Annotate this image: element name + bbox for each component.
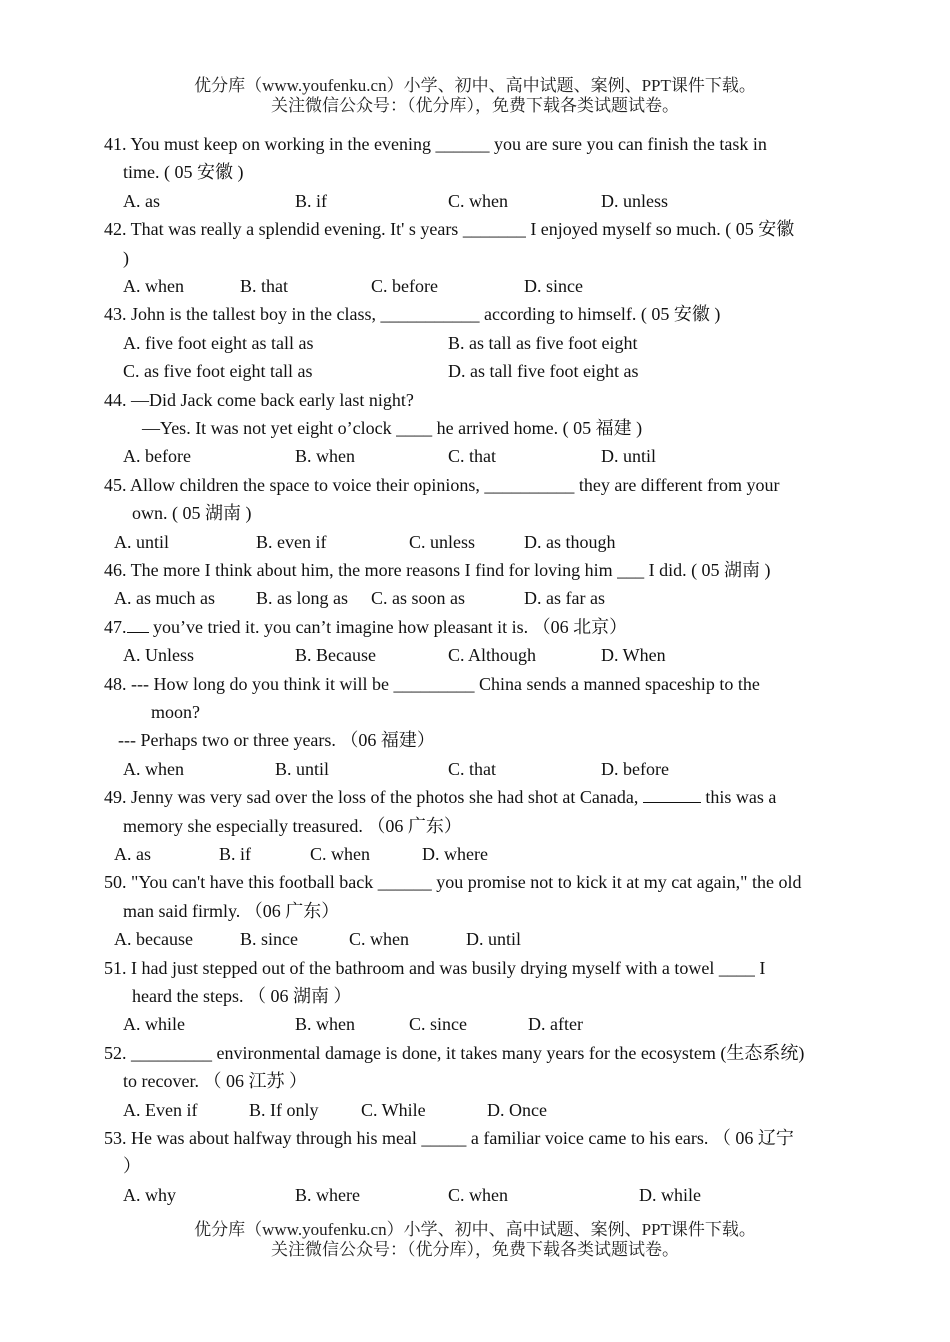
option-b[interactable]: B. where bbox=[295, 1184, 360, 1205]
question-text-end: this was a bbox=[700, 787, 777, 808]
option-a[interactable]: A. until bbox=[114, 531, 170, 552]
option-d[interactable]: D. since bbox=[524, 276, 583, 297]
question-52 bbox=[104, 1039, 846, 1124]
footer-line-1: 优分库（www.youfenku.cn）小学、初中、高中试题、案例、PPT课件下载。 bbox=[194, 1220, 756, 1239]
option-a[interactable]: A. as bbox=[114, 844, 151, 865]
option-a[interactable]: A. before bbox=[123, 446, 191, 467]
question-stem-cont: ) bbox=[123, 247, 129, 268]
page-header bbox=[0, 76, 950, 116]
option-c[interactable]: C. when bbox=[310, 844, 370, 865]
option-b[interactable]: B. until bbox=[275, 758, 330, 779]
option-b[interactable]: B. if bbox=[295, 190, 328, 211]
options-row bbox=[104, 1010, 846, 1038]
question-51 bbox=[104, 954, 846, 1039]
page-footer bbox=[0, 1220, 950, 1260]
question-stem-cont: moon? bbox=[151, 702, 200, 722]
question-stem-cont: heard the steps. （ 06 湖南 ） bbox=[132, 986, 352, 1007]
question-45 bbox=[104, 471, 846, 556]
option-b[interactable]: B. that bbox=[240, 276, 288, 297]
question-stem: 50. "You can't have this football back ______ you promise not to kick it at my cat again," the old bbox=[104, 872, 802, 893]
question-stem-cont: memory she especially treasured. （06 广东） bbox=[123, 815, 462, 836]
options-row bbox=[104, 528, 846, 556]
option-c[interactable]: C. before bbox=[371, 276, 438, 297]
option-c[interactable]: C. when bbox=[349, 929, 409, 950]
option-a[interactable]: A. while bbox=[123, 1014, 185, 1035]
option-a[interactable]: A. because bbox=[114, 929, 193, 950]
footer-line-2: 关注微信公众号：（优分库），免费下载各类试题试卷。 bbox=[271, 1240, 679, 1259]
option-c[interactable]: C. Although bbox=[448, 645, 537, 666]
question-43 bbox=[104, 300, 846, 385]
question-48 bbox=[104, 670, 846, 784]
answer-blank bbox=[127, 615, 149, 633]
option-b[interactable]: B. when bbox=[295, 446, 355, 467]
options-row bbox=[104, 329, 846, 357]
option-b[interactable]: B. If only bbox=[249, 1099, 319, 1120]
header-line-2: 关注微信公众号：（优分库），免费下载各类试题试卷。 bbox=[271, 96, 679, 115]
options-row bbox=[104, 840, 846, 868]
option-b[interactable]: B. since bbox=[240, 929, 298, 950]
options-row bbox=[104, 442, 846, 470]
option-d[interactable]: D. until bbox=[466, 929, 522, 950]
question-42 bbox=[104, 215, 846, 300]
options-row bbox=[104, 641, 846, 669]
option-a[interactable]: A. Even if bbox=[123, 1099, 198, 1120]
question-stem: 53. He was about halfway through his meal _____ a familiar voice came to his ears. （ 06 辽宁 bbox=[104, 1128, 794, 1149]
question-stem-cont: man said firmly. （06 广东） bbox=[123, 900, 340, 921]
option-b[interactable]: B. when bbox=[295, 1014, 355, 1035]
option-d[interactable]: D. unless bbox=[601, 190, 668, 211]
question-stem-cont: —Yes. It was not yet eight o’clock ____ he arrived home. ( 05 福建 ) bbox=[142, 418, 643, 438]
option-b[interactable]: B. as tall as five foot eight bbox=[448, 332, 638, 353]
question-stem: 42. That was really a splendid evening. It' s years _______ I enjoyed myself so much. ( 05 安徽 bbox=[104, 219, 795, 240]
option-b[interactable]: B. Because bbox=[295, 645, 376, 666]
question-44 bbox=[104, 386, 846, 471]
question-list bbox=[104, 130, 846, 1209]
question-stem-cont: to recover. （ 06 江苏 ） bbox=[123, 1071, 307, 1092]
question-47 bbox=[104, 613, 846, 670]
option-c[interactable]: C. unless bbox=[409, 531, 476, 552]
options-row bbox=[104, 1181, 846, 1209]
question-50 bbox=[104, 868, 846, 953]
options-row bbox=[104, 925, 846, 953]
option-d[interactable]: D. before bbox=[601, 758, 669, 779]
question-stem: 41. You must keep on working in the evening ______ you are sure you can finish the task in bbox=[104, 134, 767, 154]
option-a[interactable]: A. as much as bbox=[114, 588, 215, 609]
option-c[interactable]: C. While bbox=[361, 1099, 426, 1120]
question-stem bbox=[104, 613, 846, 641]
option-a[interactable]: A. when bbox=[123, 758, 184, 779]
option-c[interactable]: C. that bbox=[448, 758, 496, 779]
option-b[interactable]: B. even if bbox=[256, 531, 327, 552]
option-c[interactable]: C. that bbox=[448, 446, 496, 467]
question-49 bbox=[104, 783, 846, 868]
options-row bbox=[104, 755, 846, 783]
question-stem-reply: --- Perhaps two or three years. （06 福建） bbox=[118, 730, 435, 751]
question-stem: 48. --- How long do you think it will be _________ China sends a manned spaceship to the bbox=[104, 673, 760, 694]
option-a[interactable]: A. Unless bbox=[123, 645, 194, 666]
option-b[interactable]: B. if bbox=[219, 844, 252, 865]
option-d[interactable]: D. where bbox=[422, 844, 488, 865]
question-text: 49. Jenny was very sad over the loss of the photos she had shot at Canada, bbox=[104, 787, 643, 808]
question-41 bbox=[104, 130, 846, 215]
question-stem-cont: ） bbox=[123, 1156, 141, 1177]
options-row bbox=[104, 357, 846, 385]
option-b[interactable]: B. as long as bbox=[256, 588, 348, 609]
options-row bbox=[104, 187, 846, 215]
question-stem: 46. The more I think about him, the more reasons I find for loving him ___ I did. ( 05 湖南 ) bbox=[104, 560, 771, 580]
option-a[interactable]: A. five foot eight as tall as bbox=[123, 332, 314, 353]
option-c[interactable]: C. as five foot eight tall as bbox=[123, 361, 313, 382]
options-row bbox=[104, 1096, 846, 1124]
options-row bbox=[104, 272, 846, 300]
header-line-1: 优分库（www.youfenku.cn）小学、初中、高中试题、案例、PPT课件下载。 bbox=[194, 76, 756, 95]
question-stem: 45. Allow children the space to voice their opinions, __________ they are different from your bbox=[104, 474, 780, 495]
question-stem: 44. —Did Jack come back early last night? bbox=[104, 389, 414, 410]
option-d[interactable]: D. When bbox=[601, 645, 666, 666]
option-d[interactable]: D. as though bbox=[524, 531, 616, 552]
option-d[interactable]: D. Once bbox=[487, 1099, 547, 1120]
question-stem bbox=[104, 783, 846, 811]
option-c[interactable]: C. when bbox=[448, 1184, 508, 1205]
option-c[interactable]: C. when bbox=[448, 190, 508, 211]
question-stem: 43. John is the tallest boy in the class, ___________ according to himself. ( 05 安徽 ) bbox=[104, 304, 721, 325]
question-stem: 52. _________ environmental damage is done, it takes many years for the ecosystem (生态系统) bbox=[104, 1042, 805, 1063]
option-d[interactable]: D. after bbox=[528, 1014, 583, 1035]
option-a[interactable]: A. as bbox=[123, 190, 160, 211]
option-d[interactable]: D. as tall five foot eight as bbox=[448, 361, 639, 382]
option-d[interactable]: D. until bbox=[601, 446, 657, 467]
question-stem-cont: own. ( 05 湖南 ) bbox=[132, 503, 252, 524]
question-stem-cont: time. ( 05 安徽 ) bbox=[123, 162, 244, 183]
option-c[interactable]: C. since bbox=[409, 1014, 467, 1035]
answer-blank bbox=[643, 785, 701, 803]
options-row bbox=[104, 584, 846, 612]
question-53 bbox=[104, 1124, 846, 1209]
option-a[interactable]: A. when bbox=[123, 276, 184, 297]
option-a[interactable]: A. why bbox=[123, 1184, 176, 1205]
question-number: 47. bbox=[104, 616, 127, 637]
option-d[interactable]: D. as far as bbox=[524, 588, 605, 609]
question-text: you’ve tried it. you can’t imagine how pleasant it is. （06 北京） bbox=[148, 616, 628, 637]
option-c[interactable]: C. as soon as bbox=[371, 588, 465, 609]
option-d[interactable]: D. while bbox=[639, 1184, 701, 1205]
question-stem: 51. I had just stepped out of the bathroom and was busily drying myself with a towel ____ I bbox=[104, 957, 766, 978]
question-46 bbox=[104, 556, 846, 613]
